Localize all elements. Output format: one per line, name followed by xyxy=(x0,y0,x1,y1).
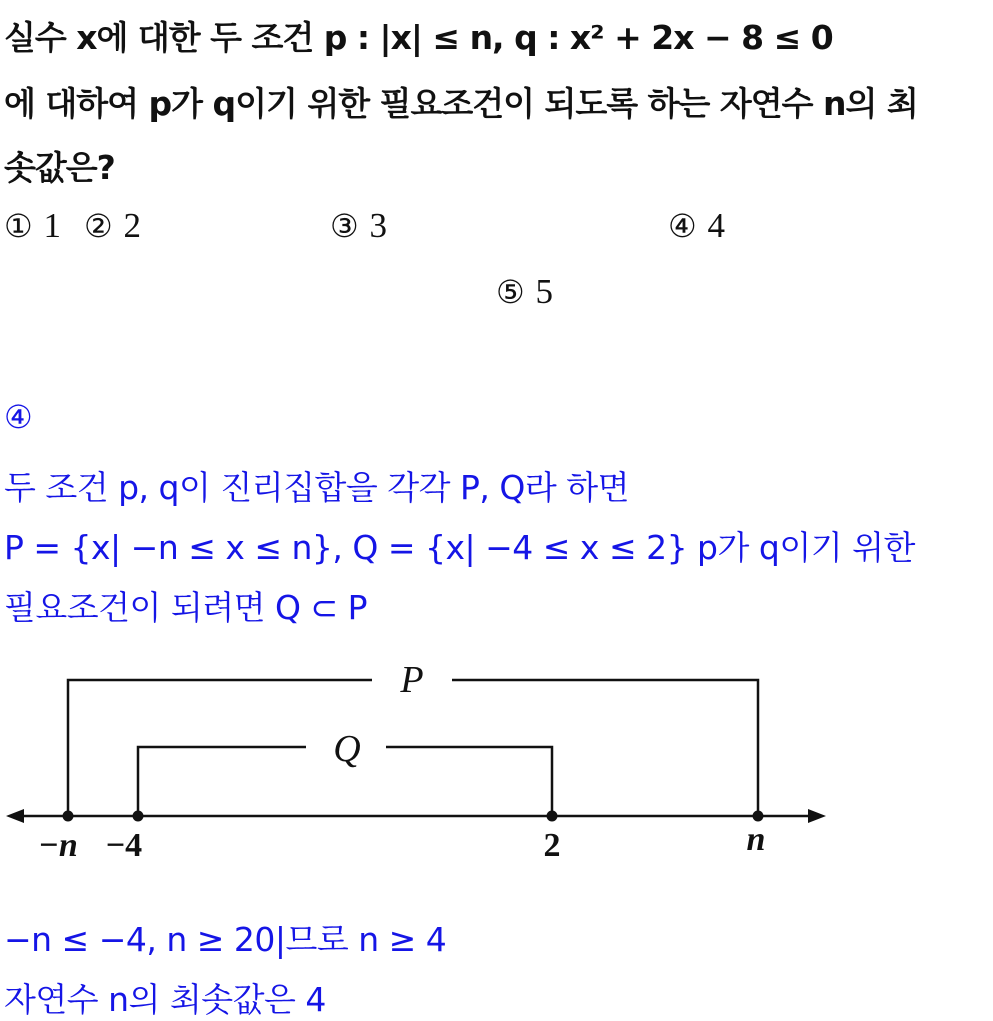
tick-label-2: 2 xyxy=(543,827,561,864)
choice-1-value: 1 xyxy=(43,206,61,245)
choice-5-mark: ⑤ xyxy=(496,273,525,311)
choice-1[interactable] xyxy=(4,206,61,246)
point-n xyxy=(753,811,764,822)
choice-5[interactable] xyxy=(496,272,553,312)
choice-1-mark: ① xyxy=(4,207,33,245)
solution-line-2 xyxy=(4,522,915,569)
answer-mark xyxy=(4,398,32,436)
choice-2-value: 2 xyxy=(123,206,141,245)
solution-line-4-text: −n ≤ −4, n ≥ 20|므로 n ≥ 4 xyxy=(4,920,447,959)
choice-3-value: 3 xyxy=(369,206,387,245)
solution-line-5-text: 자연수 n의 최솟값은 4 xyxy=(4,980,326,1019)
choice-2[interactable] xyxy=(84,206,141,246)
choice-3-mark: ③ xyxy=(330,207,359,245)
solution-line-1-text: 두 조건 p, q이 진리집합을 각각 P, Q라 하면 xyxy=(4,468,629,507)
question-line-1 xyxy=(4,12,833,59)
choice-4[interactable] xyxy=(668,206,725,246)
choice-5-value: 5 xyxy=(535,272,553,311)
answer-mark-text: ④ xyxy=(4,398,33,436)
question-line-2 xyxy=(4,78,918,125)
set-q-label: Q xyxy=(333,728,361,770)
choice-3[interactable] xyxy=(330,206,387,246)
axis-right-arrow xyxy=(808,809,826,823)
solution-line-1 xyxy=(4,462,629,509)
set-q-bracket-left xyxy=(138,747,306,816)
set-q-bracket-right xyxy=(386,747,552,816)
point-neg-n xyxy=(63,811,74,822)
choice-2-mark: ② xyxy=(84,207,113,245)
tick-label-n: n xyxy=(746,821,766,858)
question-line-3-text: 솟값은? xyxy=(4,148,115,187)
solution-line-4 xyxy=(4,914,446,961)
set-p-label: P xyxy=(400,659,424,701)
question-line-1-text: 실수 x에 대한 두 조건 p : |x| ≤ n, q : x² + 2x − 8 ≤ 0 xyxy=(4,18,833,57)
solution-line-2-text: P = {x| −n ≤ x ≤ n}, Q = {x| −4 ≤ x ≤ 2} p가 q이기 위한 xyxy=(4,528,915,567)
solution-line-3 xyxy=(4,582,367,629)
tick-label-neg-4: −4 xyxy=(105,827,143,864)
choice-4-value: 4 xyxy=(707,206,725,245)
point-neg-4 xyxy=(133,811,144,822)
tick-label-neg-n: −n xyxy=(38,827,78,864)
number-line-diagram xyxy=(0,650,840,875)
point-2 xyxy=(547,811,558,822)
solution-line-3-text: 필요조건이 되려면 Q ⊂ P xyxy=(4,588,368,627)
axis-left-arrow xyxy=(6,809,24,823)
question-line-3 xyxy=(4,142,115,189)
choice-4-mark: ④ xyxy=(668,207,697,245)
question-line-2-text: 에 대하여 p가 q이기 위한 필요조건이 되도록 하는 자연수 n의 최 xyxy=(4,84,918,123)
